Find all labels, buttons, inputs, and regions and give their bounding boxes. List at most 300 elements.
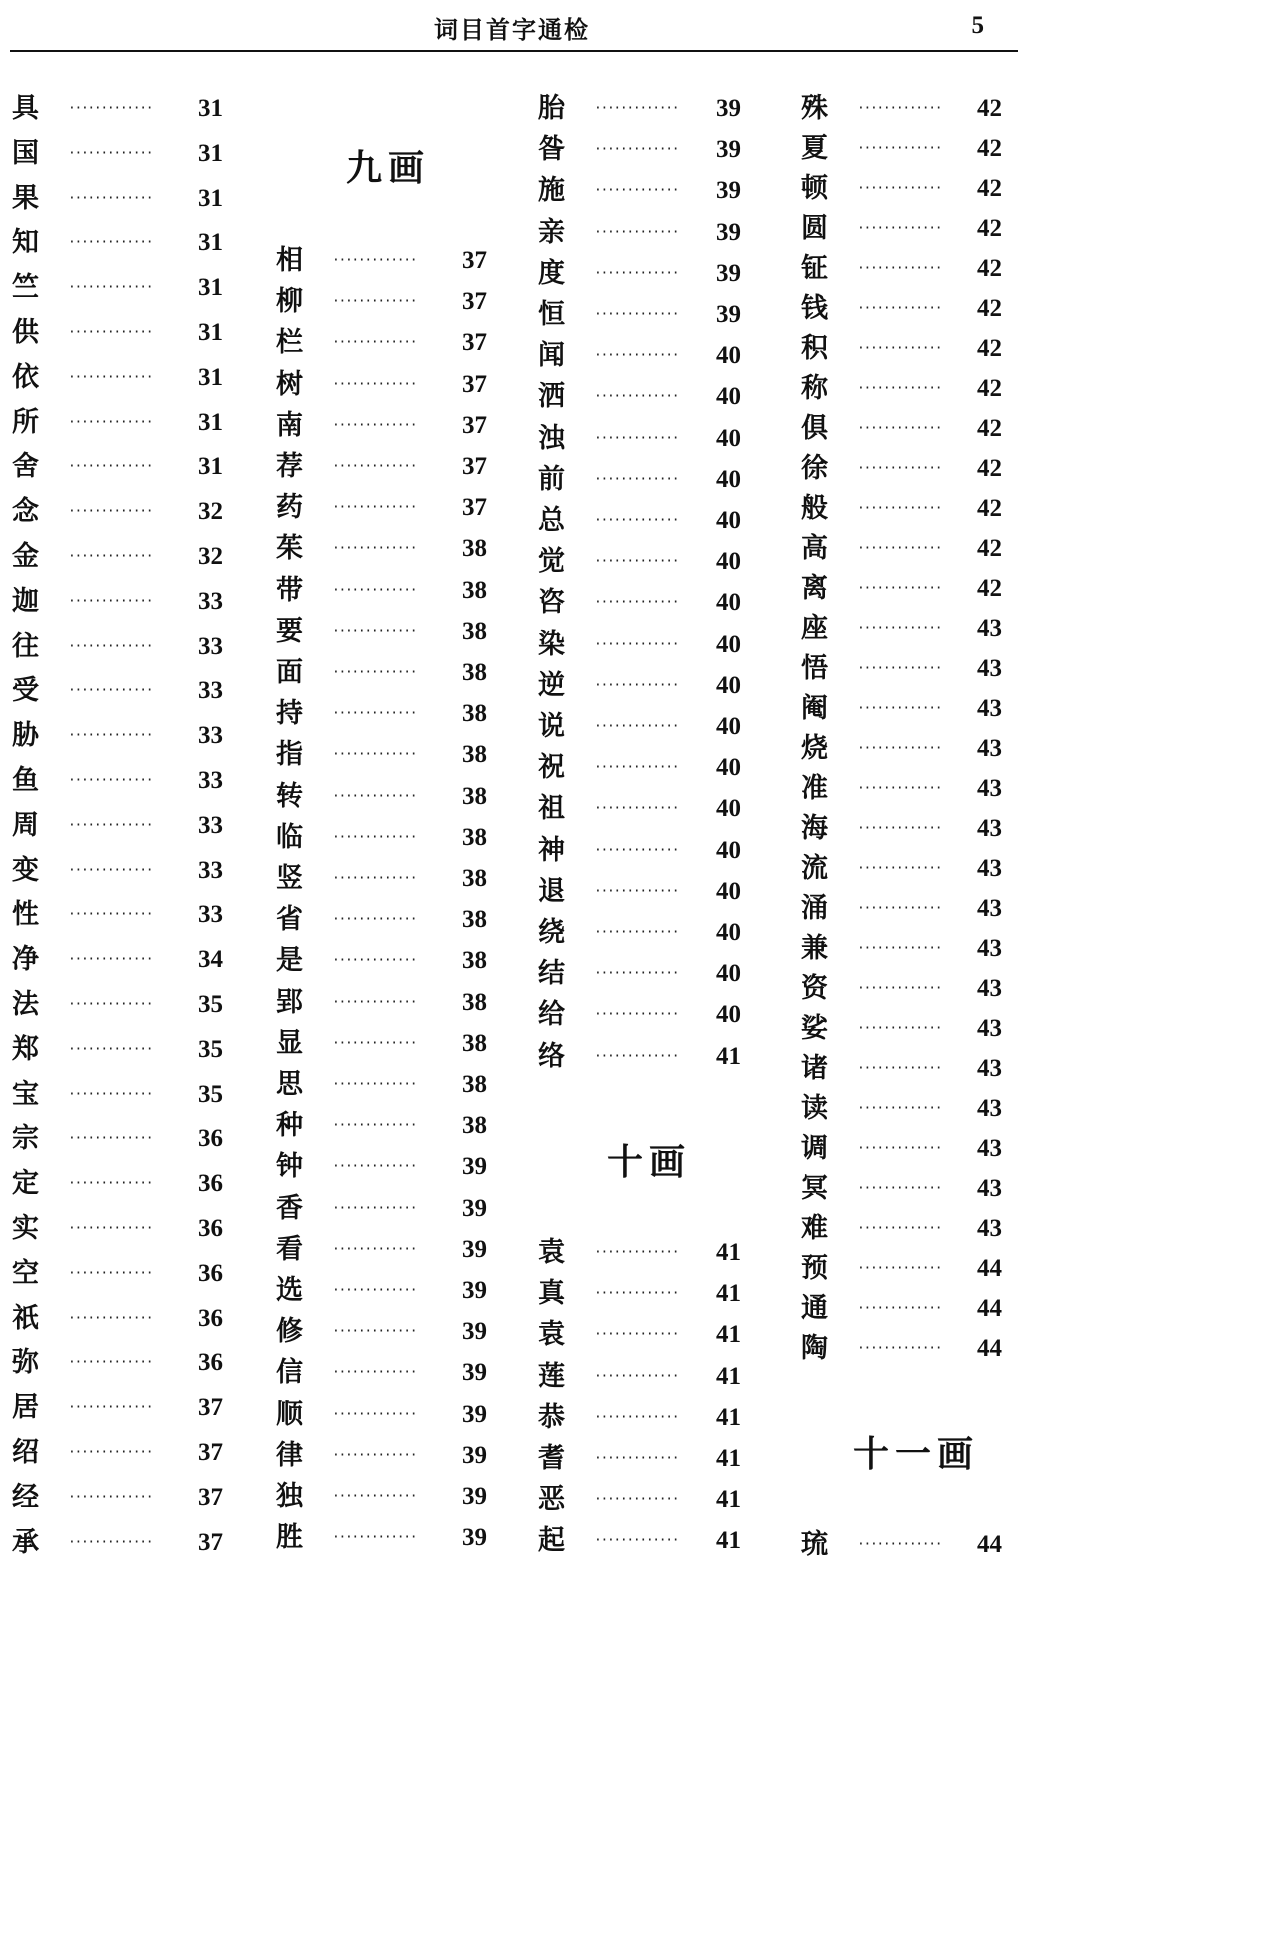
entry-character: 信 — [276, 1357, 303, 1388]
entry-character: 供 — [12, 317, 39, 348]
dot-leader: ············· — [68, 728, 153, 743]
dot-leader: ············· — [857, 101, 942, 116]
dot-leader: ············· — [857, 501, 942, 516]
entry-page-number: 40 — [716, 754, 741, 781]
entry-character: 冥 — [801, 1173, 828, 1204]
entry-page-number: 42 — [977, 175, 1002, 202]
entry-character: 定 — [12, 1168, 39, 1199]
dot-leader: ············· — [68, 459, 153, 474]
dot-leader: ············· — [857, 301, 942, 316]
entry-page-number: 36 — [198, 1305, 223, 1332]
entry-page-number: 38 — [462, 906, 487, 933]
entry-character: 空 — [12, 1258, 39, 1289]
entry-page-number: 38 — [462, 741, 487, 768]
entry-page-number: 40 — [716, 878, 741, 905]
entry-page-number: 43 — [977, 655, 1002, 682]
dot-leader: ············· — [68, 191, 153, 206]
entry-page-number: 34 — [198, 946, 223, 973]
entry-page-number: 42 — [977, 255, 1002, 282]
entry-page-number: 38 — [462, 659, 487, 686]
dot-leader: ············· — [68, 1087, 153, 1102]
entry-character: 净 — [12, 944, 39, 975]
dot-leader: ············· — [857, 541, 942, 556]
dot-leader: ············· — [332, 665, 417, 680]
entry-page-number: 33 — [198, 901, 223, 928]
entry-character: 受 — [12, 675, 39, 706]
dot-leader: ············· — [857, 1301, 942, 1316]
entry-character: 闻 — [538, 340, 565, 371]
entry-page-number: 31 — [198, 409, 223, 436]
entry-page-number: 42 — [977, 455, 1002, 482]
entry-page-number: 38 — [462, 618, 487, 645]
entry-character: 逆 — [538, 670, 565, 701]
entry-character: 竺 — [12, 272, 39, 303]
entry-page-number: 38 — [462, 824, 487, 851]
entry-page-number: 43 — [977, 1215, 1002, 1242]
dot-leader: ············· — [68, 504, 153, 519]
entry-character: 娑 — [801, 1013, 828, 1044]
dot-leader: ············· — [68, 952, 153, 967]
entry-character: 郑 — [12, 1034, 39, 1065]
dot-leader: ············· — [68, 1490, 153, 1505]
entry-page-number: 37 — [462, 494, 487, 521]
entry-page-number: 31 — [198, 453, 223, 480]
entry-page-number: 43 — [977, 615, 1002, 642]
dot-leader: ············· — [332, 871, 417, 886]
dot-leader: ············· — [594, 925, 679, 940]
entry-character: 所 — [12, 407, 39, 438]
entry-page-number: 42 — [977, 535, 1002, 562]
entry-page-number: 37 — [198, 1529, 223, 1556]
entry-character: 选 — [276, 1275, 303, 1306]
entry-character: 相 — [276, 245, 303, 276]
entry-character: 阉 — [801, 693, 828, 724]
dot-leader: ············· — [594, 843, 679, 858]
dot-leader: ············· — [857, 581, 942, 596]
entry-character: 持 — [276, 698, 303, 729]
dot-leader: ············· — [68, 773, 153, 788]
dot-leader: ············· — [857, 221, 942, 236]
entry-page-number: 40 — [716, 837, 741, 864]
entry-page-number: 43 — [977, 1095, 1002, 1122]
entry-character: 临 — [276, 822, 303, 853]
entry-character: 恒 — [538, 299, 565, 330]
entry-character: 性 — [12, 899, 39, 930]
entry-page-number: 33 — [198, 812, 223, 839]
dot-leader: ············· — [594, 513, 679, 528]
entry-character: 浊 — [538, 423, 565, 454]
entry-page-number: 40 — [716, 672, 741, 699]
dot-leader: ············· — [594, 101, 679, 116]
dot-leader: ············· — [68, 415, 153, 430]
dot-leader: ············· — [332, 1077, 417, 1092]
dot-leader: ············· — [332, 541, 417, 556]
entry-character: 座 — [801, 613, 828, 644]
entry-page-number: 33 — [198, 677, 223, 704]
entry-character: 祝 — [538, 752, 565, 783]
entry-page-number: 35 — [198, 1036, 223, 1063]
dot-leader: ············· — [857, 821, 942, 836]
dot-leader: ············· — [857, 941, 942, 956]
dot-leader: ············· — [594, 1410, 679, 1425]
entry-character: 胜 — [276, 1522, 303, 1553]
dot-leader: ············· — [332, 1159, 417, 1174]
dot-leader: ············· — [332, 1242, 417, 1257]
entry-page-number: 37 — [198, 1439, 223, 1466]
dot-leader: ············· — [332, 624, 417, 639]
entry-page-number: 38 — [462, 1030, 487, 1057]
section-heading-nine-strokes: 九画 — [346, 148, 431, 189]
entry-character: 觉 — [538, 546, 565, 577]
dot-leader: ············· — [857, 1101, 942, 1116]
entry-page-number: 39 — [462, 1153, 487, 1180]
dot-leader: ············· — [594, 1049, 679, 1064]
dot-leader: ············· — [68, 101, 153, 116]
dot-leader: ············· — [68, 1311, 153, 1326]
entry-character: 度 — [538, 258, 565, 289]
dot-leader: ············· — [332, 789, 417, 804]
entry-page-number: 37 — [198, 1394, 223, 1421]
dot-leader: ············· — [68, 1445, 153, 1460]
entry-page-number: 31 — [198, 95, 223, 122]
dot-leader: ············· — [68, 1221, 153, 1236]
entry-character: 弥 — [12, 1347, 39, 1378]
dot-leader: ············· — [594, 1451, 679, 1466]
dot-leader: ············· — [332, 953, 417, 968]
dot-leader: ············· — [68, 1535, 153, 1550]
dot-leader: ············· — [594, 1533, 679, 1548]
entry-page-number: 37 — [462, 412, 487, 439]
dot-leader: ············· — [332, 1407, 417, 1422]
entry-character: 络 — [538, 1041, 565, 1072]
entry-character: 药 — [276, 492, 303, 523]
entry-page-number: 39 — [462, 1359, 487, 1386]
dot-leader: ············· — [332, 253, 417, 268]
entry-page-number: 36 — [198, 1260, 223, 1287]
dot-leader: ············· — [594, 1286, 679, 1301]
entry-character: 绕 — [538, 917, 565, 948]
dot-leader: ············· — [68, 1266, 153, 1281]
page-header-title: 词目首字通检 — [434, 16, 590, 44]
entry-character: 调 — [801, 1133, 828, 1164]
entry-page-number: 38 — [462, 989, 487, 1016]
page-number: 5 — [971, 12, 984, 39]
entry-character: 省 — [276, 904, 303, 935]
dot-leader: ············· — [332, 995, 417, 1010]
entry-character: 转 — [276, 781, 303, 812]
dot-leader: ············· — [857, 1221, 942, 1236]
entry-page-number: 40 — [716, 383, 741, 410]
dot-leader: ············· — [594, 348, 679, 363]
entry-character: 香 — [276, 1193, 303, 1224]
dot-leader: ············· — [594, 1007, 679, 1022]
entry-page-number: 37 — [462, 247, 487, 274]
entry-character: 知 — [12, 227, 39, 258]
entry-page-number: 41 — [716, 1527, 741, 1554]
entry-page-number: 40 — [716, 589, 741, 616]
dot-leader: ············· — [68, 1400, 153, 1415]
dot-leader: ············· — [332, 1448, 417, 1463]
entry-page-number: 39 — [462, 1277, 487, 1304]
section-heading-ten-strokes: 十画 — [607, 1142, 692, 1183]
entry-character: 离 — [801, 573, 828, 604]
entry-character: 鱼 — [12, 765, 39, 796]
entry-page-number: 31 — [198, 319, 223, 346]
entry-character: 诸 — [801, 1053, 828, 1084]
dot-leader: ············· — [332, 1489, 417, 1504]
entry-character: 绍 — [12, 1437, 39, 1468]
entry-page-number: 37 — [462, 371, 487, 398]
dot-leader: ············· — [332, 1365, 417, 1380]
entry-character: 经 — [12, 1482, 39, 1513]
entry-character: 退 — [538, 876, 565, 907]
entry-character: 起 — [538, 1525, 565, 1556]
entry-page-number: 37 — [462, 329, 487, 356]
dot-leader: ············· — [857, 861, 942, 876]
dot-leader: ············· — [594, 678, 679, 693]
entry-page-number: 39 — [462, 1442, 487, 1469]
entry-character: 栏 — [276, 327, 303, 358]
entry-character: 难 — [801, 1213, 828, 1244]
entry-page-number: 39 — [462, 1401, 487, 1428]
entry-character: 称 — [801, 373, 828, 404]
entry-page-number: 31 — [198, 185, 223, 212]
entry-page-number: 39 — [716, 260, 741, 287]
entry-character: 要 — [276, 616, 303, 647]
entry-character: 修 — [276, 1316, 303, 1347]
entry-page-number: 38 — [462, 577, 487, 604]
entry-character: 耆 — [538, 1443, 565, 1474]
entry-page-number: 31 — [198, 140, 223, 167]
entry-character: 恶 — [538, 1484, 565, 1515]
entry-page-number: 43 — [977, 1175, 1002, 1202]
entry-page-number: 43 — [977, 935, 1002, 962]
dot-leader: ············· — [594, 801, 679, 816]
entry-page-number: 43 — [977, 1015, 1002, 1042]
entry-character: 洒 — [538, 381, 565, 412]
entry-character: 国 — [12, 138, 39, 169]
entry-character: 袁 — [538, 1237, 565, 1268]
entry-page-number: 40 — [716, 960, 741, 987]
entry-character: 恭 — [538, 1402, 565, 1433]
dot-leader: ············· — [594, 307, 679, 322]
dot-leader: ············· — [68, 1176, 153, 1191]
entry-character: 涌 — [801, 893, 828, 924]
entry-page-number: 40 — [716, 631, 741, 658]
dot-leader: ············· — [68, 235, 153, 250]
entry-character: 是 — [276, 945, 303, 976]
section-heading-eleven-strokes: 十一画 — [853, 1434, 980, 1475]
entry-character: 顿 — [801, 173, 828, 204]
entry-page-number: 42 — [977, 375, 1002, 402]
entry-character: 积 — [801, 333, 828, 364]
dot-leader: ············· — [857, 1021, 942, 1036]
dot-leader: ············· — [68, 997, 153, 1012]
dot-leader: ············· — [594, 719, 679, 734]
entry-page-number: 37 — [198, 1484, 223, 1511]
dot-leader: ············· — [594, 760, 679, 775]
dot-leader: ············· — [68, 370, 153, 385]
entry-page-number: 43 — [977, 1135, 1002, 1162]
entry-page-number: 41 — [716, 1363, 741, 1390]
entry-page-number: 44 — [977, 1335, 1002, 1362]
entry-page-number: 39 — [462, 1236, 487, 1263]
entry-character: 面 — [276, 657, 303, 688]
dot-leader: ············· — [68, 594, 153, 609]
entry-page-number: 43 — [977, 895, 1002, 922]
entry-character: 咨 — [538, 587, 565, 618]
dot-leader: ············· — [857, 181, 942, 196]
entry-page-number: 44 — [977, 1295, 1002, 1322]
dot-leader: ············· — [857, 981, 942, 996]
dot-leader: ············· — [332, 747, 417, 762]
entry-page-number: 33 — [198, 633, 223, 660]
dot-leader: ············· — [332, 418, 417, 433]
dot-leader: ············· — [857, 621, 942, 636]
dot-leader: ············· — [857, 1141, 942, 1156]
entry-character: 袁 — [538, 1319, 565, 1350]
dot-leader: ············· — [68, 683, 153, 698]
entry-character: 祇 — [12, 1303, 39, 1334]
entry-character: 果 — [12, 183, 39, 214]
dot-leader: ············· — [594, 1492, 679, 1507]
entry-page-number: 36 — [198, 1125, 223, 1152]
entry-character: 读 — [801, 1093, 828, 1124]
dot-leader: ············· — [68, 1042, 153, 1057]
dot-leader: ············· — [857, 1341, 942, 1356]
dot-leader: ············· — [594, 431, 679, 446]
entry-character: 周 — [12, 810, 39, 841]
dot-leader: ············· — [594, 472, 679, 487]
entry-character: 给 — [538, 999, 565, 1030]
dot-leader: ············· — [332, 459, 417, 474]
entry-page-number: 44 — [977, 1531, 1002, 1558]
entry-page-number: 32 — [198, 498, 223, 525]
entry-character: 钟 — [276, 1151, 303, 1182]
entry-character: 居 — [12, 1392, 39, 1423]
entry-page-number: 38 — [462, 700, 487, 727]
dot-leader: ············· — [857, 421, 942, 436]
entry-page-number: 43 — [977, 855, 1002, 882]
dot-leader: ············· — [857, 141, 942, 156]
entry-page-number: 42 — [977, 95, 1002, 122]
entry-page-number: 43 — [977, 735, 1002, 762]
entry-character: 依 — [12, 362, 39, 393]
entry-page-number: 31 — [198, 229, 223, 256]
entry-character: 预 — [801, 1253, 828, 1284]
dot-leader: ············· — [857, 1181, 942, 1196]
dot-leader: ············· — [594, 183, 679, 198]
dot-leader: ············· — [68, 325, 153, 340]
entry-page-number: 31 — [198, 274, 223, 301]
entry-page-number: 44 — [977, 1255, 1002, 1282]
entry-page-number: 40 — [716, 548, 741, 575]
entry-character: 郢 — [276, 987, 303, 1018]
dot-leader: ············· — [332, 1324, 417, 1339]
dot-leader: ············· — [68, 1355, 153, 1370]
entry-character: 南 — [276, 410, 303, 441]
entry-character: 钱 — [801, 293, 828, 324]
entry-character: 宗 — [12, 1123, 39, 1154]
entry-character: 实 — [12, 1213, 39, 1244]
dot-leader: ············· — [594, 637, 679, 652]
entry-page-number: 33 — [198, 588, 223, 615]
entry-page-number: 38 — [462, 535, 487, 562]
dot-leader: ············· — [332, 377, 417, 392]
entry-character: 烧 — [801, 733, 828, 764]
entry-character: 舍 — [12, 451, 39, 482]
dot-leader: ············· — [332, 335, 417, 350]
entry-page-number: 36 — [198, 1170, 223, 1197]
entry-character: 资 — [801, 973, 828, 1004]
entry-character: 兼 — [801, 933, 828, 964]
entry-character: 树 — [276, 369, 303, 400]
entry-character: 显 — [276, 1028, 303, 1059]
entry-character: 念 — [12, 496, 39, 527]
dot-leader: ············· — [332, 912, 417, 927]
entry-page-number: 42 — [977, 575, 1002, 602]
entry-character: 说 — [538, 711, 565, 742]
entry-page-number: 39 — [716, 301, 741, 328]
dot-leader: ············· — [68, 818, 153, 833]
entry-page-number: 39 — [462, 1318, 487, 1345]
entry-page-number: 33 — [198, 767, 223, 794]
dot-leader: ············· — [332, 830, 417, 845]
entry-character: 荐 — [276, 451, 303, 482]
dot-leader: ············· — [68, 549, 153, 564]
dot-leader: ············· — [857, 1537, 942, 1552]
entry-page-number: 40 — [716, 466, 741, 493]
dot-leader: ············· — [594, 389, 679, 404]
entry-character: 承 — [12, 1527, 39, 1558]
entry-character: 变 — [12, 855, 39, 886]
entry-character: 竖 — [276, 863, 303, 894]
entry-character: 思 — [276, 1069, 303, 1100]
entry-character: 琉 — [801, 1529, 828, 1560]
dot-leader: ············· — [857, 1061, 942, 1076]
entry-page-number: 39 — [716, 95, 741, 122]
entry-character: 染 — [538, 629, 565, 660]
entry-page-number: 40 — [716, 919, 741, 946]
entry-character: 结 — [538, 958, 565, 989]
dot-leader: ············· — [594, 1245, 679, 1260]
entry-character: 胁 — [12, 720, 39, 751]
entry-character: 具 — [12, 93, 39, 124]
entry-page-number: 41 — [716, 1445, 741, 1472]
dot-leader: ············· — [594, 266, 679, 281]
entry-page-number: 35 — [198, 991, 223, 1018]
entry-page-number: 40 — [716, 425, 741, 452]
entry-character: 顺 — [276, 1399, 303, 1430]
dot-leader: ············· — [594, 225, 679, 240]
entry-page-number: 31 — [198, 364, 223, 391]
entry-character: 俱 — [801, 413, 828, 444]
dot-leader: ············· — [857, 341, 942, 356]
entry-page-number: 41 — [716, 1239, 741, 1266]
entry-character: 前 — [538, 464, 565, 495]
entry-character: 带 — [276, 575, 303, 606]
dot-leader: ············· — [857, 261, 942, 276]
entry-page-number: 38 — [462, 1112, 487, 1139]
entry-page-number: 43 — [977, 815, 1002, 842]
entry-character: 柳 — [276, 286, 303, 317]
dot-leader: ············· — [594, 884, 679, 899]
entry-page-number: 40 — [716, 1001, 741, 1028]
entry-page-number: 41 — [716, 1404, 741, 1431]
entry-character: 般 — [801, 493, 828, 524]
dot-leader: ············· — [332, 1036, 417, 1051]
entry-character: 夏 — [801, 133, 828, 164]
